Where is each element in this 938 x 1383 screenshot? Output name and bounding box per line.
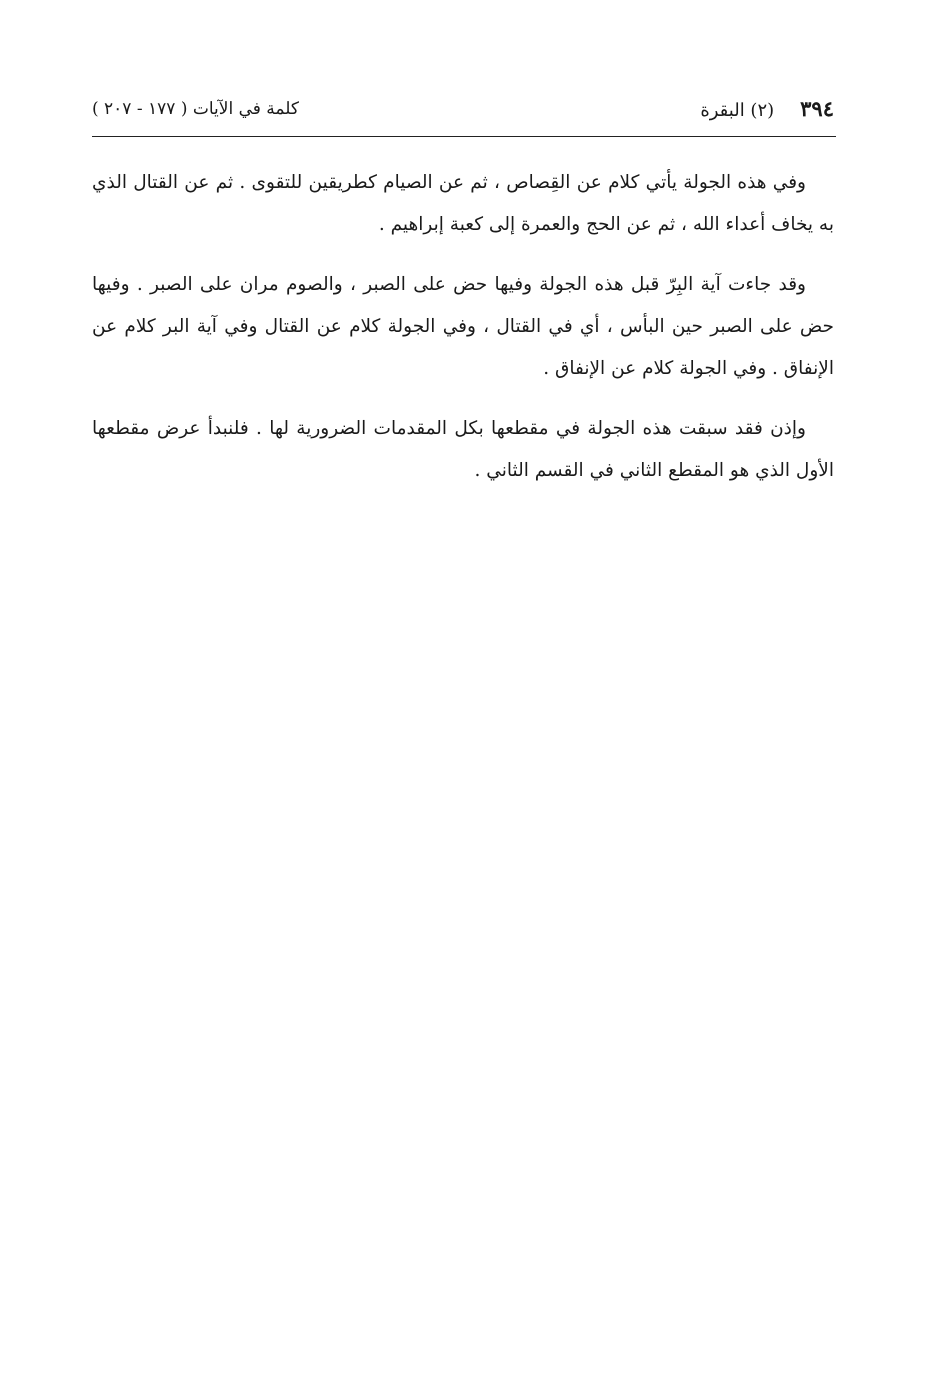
chapter-title: (٢) البقرة [700, 100, 775, 121]
paragraph: وفي هذه الجولة يأتي كلام عن القِصاص ، ثم عن الصيام كطريقين للتقوى . ثم عن القتال الذي به يخاف أعداء الله ، ثم عن الحج والعمرة إلى كعبة إبراهيم . [92, 172, 834, 235]
section-title: كلمة في الآيات ( ١٧٧ - ٢٠٧ ) [92, 99, 299, 119]
header-divider [92, 136, 836, 137]
page-number: ٣٩٤ [800, 96, 834, 121]
paragraph: وقد جاءت آية البِرّ قبل هذه الجولة وفيها حض على الصبر ، والصوم مران على الصبر . وفيها حض على الصبر حين البأس ، أي في القتال ، وفي الجولة كلام عن القتال وفي آية البر كلام عن الإنفاق . وفي الجولة كلام عن الإنفاق . [92, 274, 834, 379]
running-header [92, 96, 834, 130]
paragraph: وإذن فقد سبقت هذه الجولة في مقطعها بكل المقدمات الضرورية لها . فلنبدأ عرض مقطعها الأول الذي هو المقطع الثاني في القسم الثاني . [92, 418, 834, 481]
body-text [92, 162, 834, 510]
header-right [700, 96, 834, 121]
